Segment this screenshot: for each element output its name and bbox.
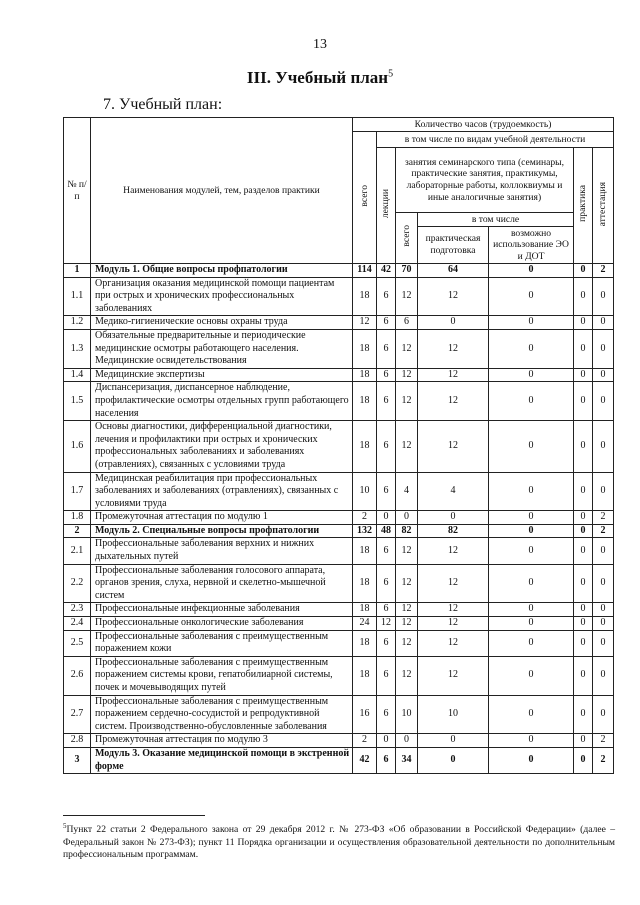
header-attestation bbox=[593, 148, 614, 264]
hours-seminar-total: 12 bbox=[396, 656, 418, 695]
hours-practical-training: 12 bbox=[418, 564, 489, 603]
hours-total: 18 bbox=[353, 603, 377, 617]
hours-eo-dot: 0 bbox=[489, 603, 574, 617]
row-number: 1 bbox=[64, 264, 91, 278]
row-number: 3 bbox=[64, 747, 91, 773]
hours-lectures: 6 bbox=[377, 277, 396, 316]
hours-seminar-total: 12 bbox=[396, 617, 418, 631]
hours-attestation: 0 bbox=[593, 472, 614, 511]
row-name: Организация оказания медицинской помощи пациентам при острых и хронических профессиональных заболеваниях bbox=[91, 277, 353, 316]
hours-practice: 0 bbox=[574, 564, 593, 603]
row-number: 1.7 bbox=[64, 472, 91, 511]
header-practice bbox=[574, 148, 593, 264]
hours-seminar-total: 0 bbox=[396, 734, 418, 748]
hours-lectures: 6 bbox=[377, 603, 396, 617]
row-name: Профессиональные заболевания с преимущественным поражением системы крови, гепатобилиарной системы, почек и мочевыводящих путей bbox=[91, 656, 353, 695]
hours-practice: 0 bbox=[574, 511, 593, 525]
hours-eo-dot: 0 bbox=[489, 368, 574, 382]
hours-lectures: 6 bbox=[377, 316, 396, 330]
hours-practice: 0 bbox=[574, 329, 593, 368]
hours-practical-training: 12 bbox=[418, 630, 489, 656]
hours-total: 18 bbox=[353, 421, 377, 472]
table-row bbox=[64, 695, 614, 734]
row-number: 2.3 bbox=[64, 603, 91, 617]
hours-seminar-total: 12 bbox=[396, 382, 418, 421]
hours-practical-training: 0 bbox=[418, 747, 489, 773]
hours-eo-dot: 0 bbox=[489, 316, 574, 330]
hours-eo-dot: 0 bbox=[489, 538, 574, 564]
row-name: Медицинские экспертизы bbox=[91, 368, 353, 382]
row-name: Основы диагностики, дифференциальной диагностики, лечения и профилактики при острых и хронических профессиональных заболеваниях и заболеваниях (отравлениях), связанных с условиями труда bbox=[91, 421, 353, 472]
table-row bbox=[64, 277, 614, 316]
hours-practical-training: 12 bbox=[418, 421, 489, 472]
table-row bbox=[64, 368, 614, 382]
hours-attestation: 2 bbox=[593, 524, 614, 538]
row-name: Профессиональные заболевания верхних и нижних дыхательных путей bbox=[91, 538, 353, 564]
header-seminar-total-text: всего bbox=[400, 225, 412, 247]
row-name: Профессиональные заболевания с преимущественным поражением сердечно-сосудистой и репродуктивной систем. Производственно-обусловленные заболевания bbox=[91, 695, 353, 734]
row-number: 1.4 bbox=[64, 368, 91, 382]
hours-total: 18 bbox=[353, 564, 377, 603]
hours-seminar-total: 12 bbox=[396, 564, 418, 603]
hours-practical-training: 12 bbox=[418, 603, 489, 617]
hours-lectures: 6 bbox=[377, 368, 396, 382]
hours-practice: 0 bbox=[574, 656, 593, 695]
hours-seminar-total: 12 bbox=[396, 277, 418, 316]
hours-seminar-total: 34 bbox=[396, 747, 418, 773]
subtitle: 7. Учебный план: bbox=[103, 96, 223, 113]
hours-total: 2 bbox=[353, 511, 377, 525]
hours-eo-dot: 0 bbox=[489, 264, 574, 278]
row-number: 2.7 bbox=[64, 695, 91, 734]
hours-practical-training: 64 bbox=[418, 264, 489, 278]
hours-seminar-total: 12 bbox=[396, 538, 418, 564]
hours-total: 24 bbox=[353, 617, 377, 631]
hours-attestation: 0 bbox=[593, 617, 614, 631]
hours-eo-dot: 0 bbox=[489, 382, 574, 421]
hours-practical-training: 82 bbox=[418, 524, 489, 538]
curriculum-table bbox=[63, 117, 614, 774]
hours-eo-dot: 0 bbox=[489, 421, 574, 472]
header-by-activity: в том числе по видам учебной деятельности bbox=[377, 132, 614, 148]
hours-attestation: 2 bbox=[593, 264, 614, 278]
hours-seminar-total: 12 bbox=[396, 329, 418, 368]
hours-attestation: 0 bbox=[593, 277, 614, 316]
table-row bbox=[64, 564, 614, 603]
hours-seminar-total: 4 bbox=[396, 472, 418, 511]
table-row bbox=[64, 382, 614, 421]
header-name: Наименования модулей, тем, разделов практики bbox=[91, 118, 353, 264]
hours-eo-dot: 0 bbox=[489, 277, 574, 316]
hours-attestation: 0 bbox=[593, 695, 614, 734]
section-title-text: III. Учебный план bbox=[246, 68, 389, 87]
header-practice-text: практика bbox=[577, 185, 589, 223]
table-row bbox=[64, 617, 614, 631]
table-row bbox=[64, 316, 614, 330]
hours-practical-training: 12 bbox=[418, 656, 489, 695]
hours-practical-training: 0 bbox=[418, 316, 489, 330]
footnote-divider bbox=[63, 815, 205, 816]
row-number: 2.8 bbox=[64, 734, 91, 748]
hours-practice: 0 bbox=[574, 316, 593, 330]
header-practical-training: практическая подготовка bbox=[418, 227, 489, 264]
hours-seminar-total: 6 bbox=[396, 316, 418, 330]
row-number: 2.4 bbox=[64, 617, 91, 631]
row-number: 1.2 bbox=[64, 316, 91, 330]
hours-lectures: 42 bbox=[377, 264, 396, 278]
hours-lectures: 6 bbox=[377, 329, 396, 368]
row-number: 1.8 bbox=[64, 511, 91, 525]
header-attestation-text: аттестация bbox=[597, 181, 609, 226]
table-row bbox=[64, 603, 614, 617]
hours-seminar-total: 0 bbox=[396, 511, 418, 525]
table-row bbox=[64, 630, 614, 656]
header-total-text: всего bbox=[358, 184, 370, 207]
row-name: Модуль 2. Специальные вопросы профпатологии bbox=[91, 524, 353, 538]
hours-seminar-total: 10 bbox=[396, 695, 418, 734]
hours-practical-training: 4 bbox=[418, 472, 489, 511]
header-seminar: занятия семинарского типа (семинары, практические занятия, практикумы, лабораторные работы, коллоквиумы и иные аналогичные занятия) bbox=[396, 148, 574, 213]
table-row bbox=[64, 472, 614, 511]
hours-lectures: 6 bbox=[377, 382, 396, 421]
hours-eo-dot: 0 bbox=[489, 617, 574, 631]
row-number: 1.5 bbox=[64, 382, 91, 421]
hours-practice: 0 bbox=[574, 747, 593, 773]
module-row bbox=[64, 264, 614, 278]
table-row bbox=[64, 656, 614, 695]
hours-seminar-total: 82 bbox=[396, 524, 418, 538]
hours-attestation: 0 bbox=[593, 316, 614, 330]
hours-lectures: 6 bbox=[377, 421, 396, 472]
hours-total: 132 bbox=[353, 524, 377, 538]
header-eo-dot: возможно использование ЭО и ДОТ bbox=[489, 227, 574, 264]
table-row bbox=[64, 329, 614, 368]
hours-practical-training: 10 bbox=[418, 695, 489, 734]
hours-eo-dot: 0 bbox=[489, 472, 574, 511]
table-row bbox=[64, 538, 614, 564]
hours-seminar-total: 12 bbox=[396, 421, 418, 472]
row-name: Промежуточная аттестация по модулю 3 bbox=[91, 734, 353, 748]
row-number: 1.3 bbox=[64, 329, 91, 368]
hours-total: 114 bbox=[353, 264, 377, 278]
hours-eo-dot: 0 bbox=[489, 747, 574, 773]
hours-attestation: 0 bbox=[593, 656, 614, 695]
hours-attestation: 0 bbox=[593, 564, 614, 603]
hours-eo-dot: 0 bbox=[489, 630, 574, 656]
page-number: 13 bbox=[313, 37, 327, 52]
hours-total: 12 bbox=[353, 316, 377, 330]
hours-total: 42 bbox=[353, 747, 377, 773]
row-name: Медицинская реабилитация при профессиональных заболеваниях и заболеваниях (отравлениях), связанных с условиями труда bbox=[91, 472, 353, 511]
hours-seminar-total: 70 bbox=[396, 264, 418, 278]
hours-lectures: 48 bbox=[377, 524, 396, 538]
header-including: в том числе bbox=[418, 213, 574, 227]
footnote-text: Пункт 22 статьи 2 Федерального закона от 29 декабря 2012 г. № 273-ФЗ «Об образовании в Российской Федерации» (далее – Федеральный закон № 273-ФЗ); пункт 11 Порядка организации и осуществления образовательной деятельности по дополнительным профессиональным программам. bbox=[63, 824, 615, 861]
hours-lectures: 6 bbox=[377, 564, 396, 603]
hours-attestation: 0 bbox=[593, 382, 614, 421]
hours-practical-training: 12 bbox=[418, 277, 489, 316]
header-lectures bbox=[377, 148, 396, 264]
hours-practice: 0 bbox=[574, 472, 593, 511]
hours-lectures: 6 bbox=[377, 472, 396, 511]
header-seminar-total bbox=[396, 213, 418, 264]
hours-practice: 0 bbox=[574, 524, 593, 538]
hours-total: 18 bbox=[353, 630, 377, 656]
hours-total: 18 bbox=[353, 368, 377, 382]
hours-practice: 0 bbox=[574, 277, 593, 316]
hours-practical-training: 12 bbox=[418, 329, 489, 368]
hours-total: 18 bbox=[353, 382, 377, 421]
hours-total: 10 bbox=[353, 472, 377, 511]
hours-practice: 0 bbox=[574, 695, 593, 734]
hours-practice: 0 bbox=[574, 617, 593, 631]
hours-practice: 0 bbox=[574, 603, 593, 617]
hours-total: 18 bbox=[353, 329, 377, 368]
row-number: 1.1 bbox=[64, 277, 91, 316]
row-name: Профессиональные инфекционные заболевания bbox=[91, 603, 353, 617]
hours-practical-training: 0 bbox=[418, 734, 489, 748]
table-body bbox=[64, 264, 614, 774]
hours-eo-dot: 0 bbox=[489, 564, 574, 603]
hours-practice: 0 bbox=[574, 538, 593, 564]
hours-practical-training: 12 bbox=[418, 382, 489, 421]
hours-lectures: 6 bbox=[377, 747, 396, 773]
hours-practice: 0 bbox=[574, 368, 593, 382]
hours-eo-dot: 0 bbox=[489, 695, 574, 734]
table-row bbox=[64, 421, 614, 472]
row-name: Модуль 3. Оказание медицинской помощи в экстренной форме bbox=[91, 747, 353, 773]
hours-attestation: 2 bbox=[593, 747, 614, 773]
row-name: Профессиональные онкологические заболевания bbox=[91, 617, 353, 631]
row-number: 2.5 bbox=[64, 630, 91, 656]
hours-lectures: 12 bbox=[377, 617, 396, 631]
hours-attestation: 0 bbox=[593, 329, 614, 368]
hours-total: 2 bbox=[353, 734, 377, 748]
hours-seminar-total: 12 bbox=[396, 630, 418, 656]
hours-lectures: 6 bbox=[377, 630, 396, 656]
row-number: 2.1 bbox=[64, 538, 91, 564]
hours-total: 16 bbox=[353, 695, 377, 734]
row-name: Профессиональные заболевания с преимущественным поражением кожи bbox=[91, 630, 353, 656]
header-total bbox=[353, 132, 377, 264]
row-name: Профессиональные заболевания голосового аппарата, органов зрения, слуха, нервной и скелетно-мышечной систем bbox=[91, 564, 353, 603]
row-name: Промежуточная аттестация по модулю 1 bbox=[91, 511, 353, 525]
hours-attestation: 0 bbox=[593, 538, 614, 564]
header-num: № п/п bbox=[64, 118, 91, 264]
footnote bbox=[63, 820, 615, 862]
hours-practical-training: 12 bbox=[418, 617, 489, 631]
row-name: Медико-гигиенические основы охраны труда bbox=[91, 316, 353, 330]
table-row bbox=[64, 734, 614, 748]
module-row bbox=[64, 747, 614, 773]
hours-attestation: 0 bbox=[593, 603, 614, 617]
hours-total: 18 bbox=[353, 277, 377, 316]
footnote-ref: 5 bbox=[388, 68, 394, 80]
row-number: 1.6 bbox=[64, 421, 91, 472]
row-name: Диспансеризация, диспансерное наблюдение, профилактические осмотры отдельных групп работающего населения bbox=[91, 382, 353, 421]
row-number: 2.2 bbox=[64, 564, 91, 603]
row-name: Модуль 1. Общие вопросы профпатологии bbox=[91, 264, 353, 278]
hours-eo-dot: 0 bbox=[489, 734, 574, 748]
hours-practice: 0 bbox=[574, 421, 593, 472]
hours-eo-dot: 0 bbox=[489, 511, 574, 525]
hours-practice: 0 bbox=[574, 382, 593, 421]
row-number: 2 bbox=[64, 524, 91, 538]
hours-lectures: 0 bbox=[377, 734, 396, 748]
hours-attestation: 0 bbox=[593, 630, 614, 656]
hours-practice: 0 bbox=[574, 630, 593, 656]
hours-seminar-total: 12 bbox=[396, 603, 418, 617]
hours-attestation: 2 bbox=[593, 734, 614, 748]
hours-eo-dot: 0 bbox=[489, 656, 574, 695]
hours-practical-training: 12 bbox=[418, 368, 489, 382]
module-row bbox=[64, 524, 614, 538]
hours-lectures: 6 bbox=[377, 656, 396, 695]
hours-practice: 0 bbox=[574, 734, 593, 748]
hours-total: 18 bbox=[353, 538, 377, 564]
hours-practice: 0 bbox=[574, 264, 593, 278]
hours-lectures: 0 bbox=[377, 511, 396, 525]
hours-practical-training: 0 bbox=[418, 511, 489, 525]
hours-lectures: 6 bbox=[377, 695, 396, 734]
header-hours: Количество часов (трудоемкость) bbox=[353, 118, 614, 132]
hours-practical-training: 12 bbox=[418, 538, 489, 564]
hours-eo-dot: 0 bbox=[489, 524, 574, 538]
row-name: Обязательные предварительные и периодические медицинские осмотры работающего населения. Медицинские освидетельствования bbox=[91, 329, 353, 368]
hours-lectures: 6 bbox=[377, 538, 396, 564]
table-row bbox=[64, 511, 614, 525]
header-lectures-text: лекции bbox=[380, 189, 392, 219]
hours-eo-dot: 0 bbox=[489, 329, 574, 368]
hours-attestation: 2 bbox=[593, 511, 614, 525]
footnote-number: 5 bbox=[63, 822, 67, 830]
hours-attestation: 0 bbox=[593, 421, 614, 472]
hours-total: 18 bbox=[353, 656, 377, 695]
hours-seminar-total: 12 bbox=[396, 368, 418, 382]
hours-attestation: 0 bbox=[593, 368, 614, 382]
row-number: 2.6 bbox=[64, 656, 91, 695]
section-title bbox=[0, 68, 640, 88]
